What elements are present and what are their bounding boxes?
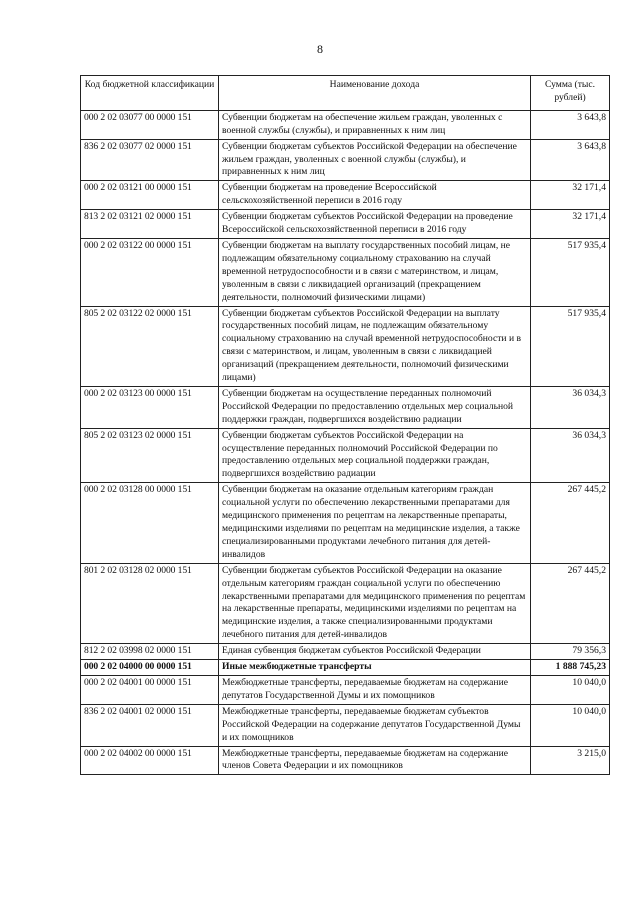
- table-row: [81, 746, 610, 775]
- table-row: [81, 306, 610, 386]
- cell-code: 000 2 02 03077 00 0000 151: [81, 110, 219, 139]
- cell-code: 805 2 02 03122 02 0000 151: [81, 306, 219, 386]
- cell-name: Субвенции бюджетам субъектов Российской Федерации на обеспечение жильем граждан, уволенных с военной службы (службы), и приравненных к ним лиц: [219, 139, 531, 181]
- cell-code: 000 2 02 03123 00 0000 151: [81, 386, 219, 428]
- cell-code: 812 2 02 03998 02 0000 151: [81, 644, 219, 660]
- cell-sum: 267 445,2: [531, 483, 610, 563]
- table-row: [81, 704, 610, 746]
- table-row: [81, 428, 610, 483]
- cell-name: Субвенции бюджетам субъектов Российской Федерации на оказание отдельным категориям граждан социальной услуги по обеспечению лекарственными препаратами для медицинского применения по рецептам на лекарственные препараты, медицинскими изделиями по рецептам на медицинские изделия, а также специализированными продуктами лечебного питания для детей-инвалидов: [219, 563, 531, 643]
- table-row: [81, 644, 610, 660]
- table-row: [81, 181, 610, 210]
- cell-name: Субвенции бюджетам субъектов Российской Федерации на выплату государственных пособий лицам, не подлежащим обязательному социальному страхованию на случай временной нетрудоспособности и в связи с материнством, и лицам, уволенным в связи с ликвидацией организаций (прекращением деятельности, полномочий физическими лицами): [219, 306, 531, 386]
- cell-code: 836 2 02 04001 02 0000 151: [81, 704, 219, 746]
- cell-code: 000 2 02 03128 00 0000 151: [81, 483, 219, 563]
- header-name: Наименование дохода: [219, 76, 531, 111]
- page-number: 8: [317, 42, 323, 56]
- cell-code: 000 2 02 03122 00 0000 151: [81, 238, 219, 306]
- cell-name: Субвенции бюджетам на обеспечение жильем граждан, уволенных с военной службы (службы), и приравненных к ним лиц: [219, 110, 531, 139]
- table-body: [81, 110, 610, 775]
- table-row: [81, 660, 610, 676]
- table-row: [81, 110, 610, 139]
- cell-name: Субвенции бюджетам субъектов Российской Федерации на осуществление переданных полномочий Российской Федерации по предоставлению отдельных мер социальной поддержки граждан, подвергшихся воздействию радиации: [219, 428, 531, 483]
- table-row: [81, 483, 610, 563]
- table-row: [81, 675, 610, 704]
- cell-sum: 32 171,4: [531, 181, 610, 210]
- cell-sum: 1 888 745,23: [531, 660, 610, 676]
- cell-code: 000 2 02 04002 00 0000 151: [81, 746, 219, 775]
- revenue-table: [80, 75, 610, 775]
- cell-sum: 32 171,4: [531, 210, 610, 239]
- table-row: [81, 139, 610, 181]
- cell-sum: 36 034,3: [531, 428, 610, 483]
- cell-name: Межбюджетные трансферты, передаваемые бюджетам субъектов Российской Федерации на содержание депутатов Государственной Думы и их помощников: [219, 704, 531, 746]
- cell-code: 000 2 02 04000 00 0000 151: [81, 660, 219, 676]
- table-row: [81, 210, 610, 239]
- cell-code: 000 2 02 04001 00 0000 151: [81, 675, 219, 704]
- cell-name: Субвенции бюджетам на осуществление переданных полномочий Российской Федерации по предоставлению отдельных мер социальной поддержки граждан, подвергшихся воздействию радиации: [219, 386, 531, 428]
- cell-code: 805 2 02 03123 02 0000 151: [81, 428, 219, 483]
- cell-sum: 267 445,2: [531, 563, 610, 643]
- table-header-row: [81, 76, 610, 111]
- header-code: Код бюджетной классификации: [81, 76, 219, 111]
- cell-name: Иные межбюджетные трансферты: [219, 660, 531, 676]
- cell-sum: 3 215,0: [531, 746, 610, 775]
- cell-name: Единая субвенция бюджетам субъектов Российской Федерации: [219, 644, 531, 660]
- cell-name: Субвенции бюджетам субъектов Российской Федерации на проведение Всероссийской сельскохозяйственной переписи в 2016 году: [219, 210, 531, 239]
- cell-name: Межбюджетные трансферты, передаваемые бюджетам на содержание депутатов Государственной Думы и их помощников: [219, 675, 531, 704]
- cell-sum: 3 643,8: [531, 110, 610, 139]
- cell-sum: 36 034,3: [531, 386, 610, 428]
- table-row: [81, 386, 610, 428]
- cell-code: 836 2 02 03077 02 0000 151: [81, 139, 219, 181]
- cell-name: Субвенции бюджетам на оказание отдельным категориям граждан социальной услуги по обеспечению лекарственными препаратами для медицинского применения по рецептам на лекарственные препараты, медицинскими изделиями по рецептам на медицинские изделия, а также специализированными продуктами лечебного питания для детей-инвалидов: [219, 483, 531, 563]
- cell-code: 000 2 02 03121 00 0000 151: [81, 181, 219, 210]
- cell-name: Субвенции бюджетам на выплату государственных пособий лицам, не подлежащим обязательному социальному страхованию на случай временной нетрудоспособности и в связи с материнством, и лицам, уволенным в связи с ликвидацией организаций (прекращением деятельности, полномочий физическими лицами): [219, 238, 531, 306]
- table-row: [81, 238, 610, 306]
- table-row: [81, 563, 610, 643]
- cell-sum: 517 935,4: [531, 306, 610, 386]
- header-sum: Сумма (тыс. рублей): [531, 76, 610, 111]
- cell-code: 801 2 02 03128 02 0000 151: [81, 563, 219, 643]
- cell-name: Субвенции бюджетам на проведение Всероссийской сельскохозяйственной переписи в 2016 году: [219, 181, 531, 210]
- cell-sum: 517 935,4: [531, 238, 610, 306]
- cell-sum: 10 040,0: [531, 704, 610, 746]
- cell-name: Межбюджетные трансферты, передаваемые бюджетам на содержание членов Совета Федерации и их помощников: [219, 746, 531, 775]
- cell-sum: 10 040,0: [531, 675, 610, 704]
- cell-code: 813 2 02 03121 02 0000 151: [81, 210, 219, 239]
- cell-sum: 79 356,3: [531, 644, 610, 660]
- cell-sum: 3 643,8: [531, 139, 610, 181]
